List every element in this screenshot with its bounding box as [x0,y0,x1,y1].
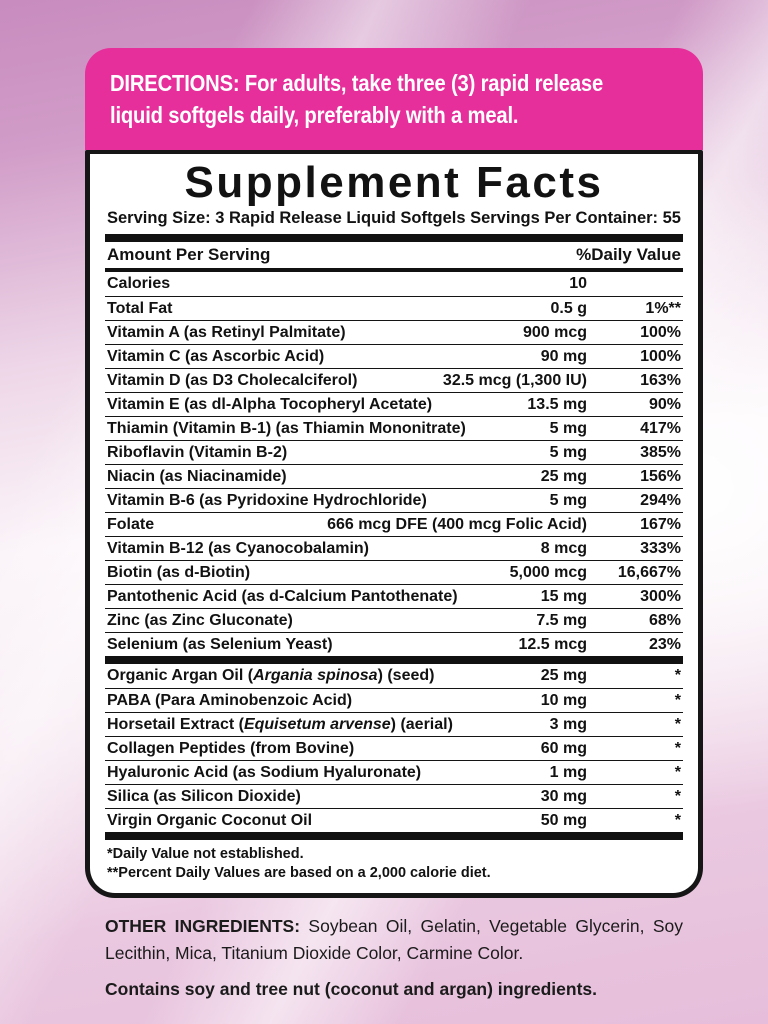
allergen-statement: Contains soy and tree nut (coconut and argan) ingredients. [105,978,597,999]
directions-text-line-1: DIRECTIONS: For adults, take three (3) rapid release [110,69,604,96]
nutrient-daily-value: 333% [640,539,681,557]
nutrient-name: Vitamin B-12 (as Cyanocobalamin) [107,539,369,557]
nutrient-name: Calories [107,275,171,292]
supplement-row [105,584,683,608]
supplement-row [105,608,683,632]
supplement-row [105,272,683,296]
nutrient-amount: 32.5 mcg (1,300 IU) [442,371,587,389]
nutrient-amount: 25 mg [540,467,587,485]
nutrient-amount: 8 mcg [540,539,587,557]
supplement-row [105,440,683,464]
nutrient-amount: 5 mg [549,443,587,461]
nutrient-name: Pantothenic Acid (as d-Calcium Pantothenate) [107,587,458,605]
serving-size: Serving Size: 3 Rapid Release Liquid Softgels [107,209,466,227]
supplement-row [105,488,683,512]
nutrient-amount: 1 mg [549,763,587,781]
supplement-row [105,536,683,560]
nutrient-name: Thiamin (Vitamin B-1) (as Thiamin Mononitrate) [107,419,466,437]
nutrient-name: Horsetail Extract (Equisetum arvense) (aerial) [107,715,453,733]
nutrient-daily-value: 100% [640,323,681,341]
nutrient-name: Riboflavin (Vitamin B-2) [107,443,288,461]
below-panel-text [105,913,683,1000]
nutrient-daily-value: 417% [640,419,681,437]
nutrient-amount: 15 mg [540,587,587,605]
nutrient-amount: 13.5 mg [527,395,587,413]
nutrient-daily-value: 163% [640,371,681,389]
nutrient-daily-value: 90% [648,395,681,413]
nutrient-daily-value: 1%** [645,299,681,317]
supplement-row [105,784,683,808]
supplement-row [105,808,683,832]
nutrient-daily-value: * [674,691,681,709]
nutrient-daily-value: * [674,763,681,781]
nutrient-name: Niacin (as Niacinamide) [107,467,287,485]
directions-box [85,48,703,150]
nutrient-daily-value: 167% [640,515,681,533]
nutrient-amount: 0.5 g [550,299,587,317]
nutrient-amount: 900 mcg [522,323,587,341]
nutrient-amount: 5 mg [549,419,587,437]
nutrient-amount: 90 mg [540,347,587,365]
nutrient-name: Zinc (as Zinc Gluconate) [107,611,293,629]
supplement-row [105,560,683,584]
other-ingredients [105,913,683,966]
nutrient-amount: 30 mg [540,787,587,805]
nutrient-amount: 7.5 mg [536,611,587,629]
supplement-row [105,760,683,784]
nutrient-name: Vitamin A (as Retinyl Palmitate) [107,323,346,341]
product-label [85,48,703,1000]
nutrient-name: Biotin (as d-Biotin) [107,563,251,581]
nutrient-amount: 60 mg [540,739,587,757]
nutrient-name: Selenium (as Selenium Yeast) [107,635,333,653]
nutrient-amount: 3 mg [549,715,587,733]
supplement-rows-vitamins [105,272,683,656]
nutrient-name: Virgin Organic Coconut Oil [107,811,313,829]
supplement-row [105,296,683,320]
nutrient-amount: 666 mcg DFE (400 mcg Folic Acid) [327,515,587,533]
nutrient-name: Vitamin C (as Ascorbic Acid) [107,347,325,365]
nutrient-amount: 5,000 mcg [509,563,587,581]
supplement-row [105,392,683,416]
nutrient-name: Vitamin D (as D3 Cholecalciferol) [107,371,358,389]
supplement-facts-title: Supplement Facts [184,158,604,207]
nutrient-name: Total Fat [107,299,173,317]
other-ingredients-label: OTHER INGREDIENTS: [105,916,301,937]
nutrient-daily-value: * [674,667,681,684]
supplement-row [105,688,683,712]
nutrient-amount: 25 mg [540,667,587,684]
supplement-row [105,664,683,688]
nutrient-daily-value: 23% [648,635,681,653]
nutrient-amount: 12.5 mcg [518,635,587,653]
nutrient-daily-value: 100% [640,347,681,365]
supplement-row [105,512,683,536]
thick-divider [105,832,683,840]
nutrient-name: Organic Argan Oil (Argania spinosa) (seed) [107,667,435,684]
nutrient-name: Folate [107,515,155,533]
nutrient-name: Vitamin E (as dl-Alpha Tocopheryl Acetate) [107,395,433,413]
nutrient-amount: 10 [569,275,587,292]
nutrient-daily-value: * [674,787,681,805]
footnotes [105,840,683,885]
nutrient-name: Silica (as Silicon Dioxide) [107,787,301,805]
footnote-daily-value: *Daily Value not established. [107,846,304,862]
column-headers [105,242,683,268]
directions-text-line-2: liquid softgels daily, preferably with a meal. [110,101,519,128]
supplement-row [105,344,683,368]
nutrient-daily-value: * [674,811,681,829]
nutrient-amount: 50 mg [540,811,587,829]
nutrient-name: Vitamin B-6 (as Pyridoxine Hydrochloride) [107,491,427,509]
nutrient-daily-value: 385% [640,443,681,461]
supplement-row [105,464,683,488]
supplement-row [105,712,683,736]
nutrient-daily-value: 156% [640,467,681,485]
nutrient-name: Collagen Peptides (from Bovine) [107,739,355,757]
nutrient-amount: 5 mg [549,491,587,509]
nutrient-daily-value: 16,667% [617,563,681,581]
serving-info [105,209,683,234]
column-header-amount: Amount Per Serving [107,245,271,264]
supplement-row [105,632,683,656]
column-header-daily-value: %Daily Value [576,245,681,264]
nutrient-daily-value: 300% [640,587,681,605]
supplement-row [105,320,683,344]
nutrient-daily-value: * [674,715,681,733]
supplement-row [105,736,683,760]
nutrient-daily-value: 294% [640,491,681,509]
supplement-row [105,416,683,440]
nutrient-daily-value: 68% [648,611,681,629]
nutrient-amount: 10 mg [540,691,587,709]
other-ingredients-list: Soybean Oil, Gelatin, Vegetable Glycerin, Soy Lecithin, Mica, Titanium Dioxide Color, Carmine Color. [105,916,683,963]
nutrient-name: Hyaluronic Acid (as Sodium Hyaluronate) [107,763,422,781]
supplement-row [105,368,683,392]
nutrient-name: PABA (Para Aminobenzoic Acid) [107,691,353,709]
supplement-facts-panel [85,150,703,898]
supplement-rows-botanicals [105,664,683,832]
thick-divider [105,234,683,242]
servings-per-container: Servings Per Container: 55 [470,209,681,227]
nutrient-daily-value: * [674,739,681,757]
footnote-percent-dv: **Percent Daily Values are based on a 2,000 calorie diet. [107,865,491,882]
thick-divider [105,656,683,664]
